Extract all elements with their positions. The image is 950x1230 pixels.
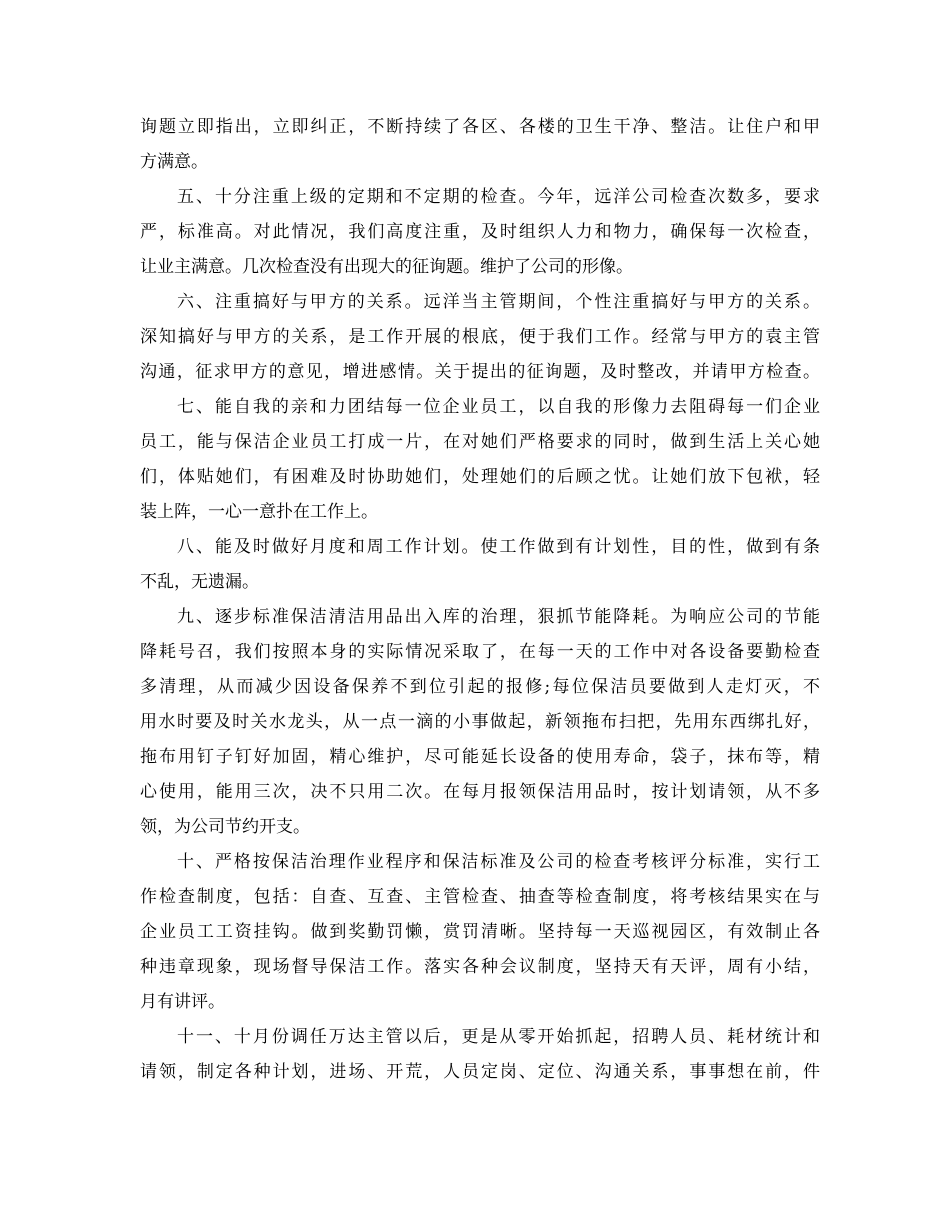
text-line: 严，标准高。对此情况，我们高度注重，及时组织人力和物力，确保每一次检查， bbox=[140, 222, 820, 242]
text-line: 六、注重搞好与甲方的关系。远洋当主管期间，个性注重搞好与甲方的关系。 bbox=[177, 292, 820, 312]
text-line: 装上阵，一心一意扑在工作上。 bbox=[140, 502, 378, 522]
text-line: 员工，能与保洁企业员工打成一片，在对她们严格要求的同时，做到生活上关心她 bbox=[140, 432, 820, 452]
text-line: 十、严格按保洁治理作业程序和保洁标准及公司的检查考核评分标准，实行工 bbox=[177, 852, 820, 872]
text-line: 请领，制定各种计划，进场、开荒，人员定岗、定位、沟通关系，事事想在前，件 bbox=[140, 1062, 820, 1082]
text-line: 拖布用钉子钉好加固，精心维护，尽可能延长设备的使用寿命，袋子，抹布等，精 bbox=[140, 747, 820, 767]
document-page bbox=[140, 110, 820, 1090]
text-line: 询题立即指出，立即纠正，不断持续了各区、各楼的卫生干净、整洁。让住户和甲 bbox=[140, 117, 820, 137]
text-line: 深知搞好与甲方的关系，是工作开展的根底，便于我们工作。经常与甲方的袁主管 bbox=[140, 327, 820, 347]
text-line: 种违章现象，现场督导保洁工作。落实各种会议制度，坚持天有天评，周有小结， bbox=[140, 957, 820, 977]
text-line: 企业员工工资挂钩。做到奖勤罚懒，赏罚清晰。坚持每一天巡视园区，有效制止各 bbox=[140, 922, 820, 942]
text-line: 九、逐步标准保洁清洁用品出入库的治理，狠抓节能降耗。为响应公司的节能 bbox=[177, 607, 820, 627]
text-line: 不乱，无遗漏。 bbox=[140, 572, 259, 592]
text-line: 十一、十月份调任万达主管以后，更是从零开始抓起，招聘人员、耗材统计和 bbox=[177, 1027, 820, 1047]
text-line: 降耗号召，我们按照本身的实际情况采取了，在每一天的工作中对各设备要勤检查 bbox=[140, 642, 820, 662]
text-line: 让业主满意。几次检查没有出现大的征询题。维护了公司的形像。 bbox=[140, 257, 633, 277]
text-line: 八、能及时做好月度和周工作计划。使工作做到有计划性，目的性，做到有条 bbox=[177, 537, 820, 557]
text-line: 用水时要及时关水龙头，从一点一滴的小事做起，新领拖布扫把，先用东西绑扎好， bbox=[140, 712, 820, 732]
text-line: 心使用，能用三次，决不只用二次。在每月报领保洁用品时，按计划请领，从不多 bbox=[140, 782, 820, 802]
text-line: 月有讲评。 bbox=[140, 992, 225, 1012]
text-line: 多清理，从而减少因设备保养不到位引起的报修;每位保洁员要做到人走灯灭，不 bbox=[140, 677, 820, 697]
text-line: 五、十分注重上级的定期和不定期的检查。今年，远洋公司检查次数多，要求 bbox=[177, 187, 820, 207]
text-line: 领，为公司节约开支。 bbox=[140, 817, 310, 837]
text-line: 七、能自我的亲和力团结每一位企业员工，以自我的形像力去阻碍每一们企业 bbox=[177, 397, 820, 417]
text-line: 沟通，征求甲方的意见，增进感情。关于提出的征询题，及时整改，并请甲方检查。 bbox=[140, 362, 820, 382]
text-line: 们，体贴她们，有困难及时协助她们，处理她们的后顾之忧。让她们放下包袱，轻 bbox=[140, 467, 820, 487]
text-line: 作检查制度，包括：自查、互查、主管检查、抽查等检查制度，将考核结果实在与 bbox=[140, 887, 820, 907]
text-line: 方满意。 bbox=[140, 152, 208, 172]
